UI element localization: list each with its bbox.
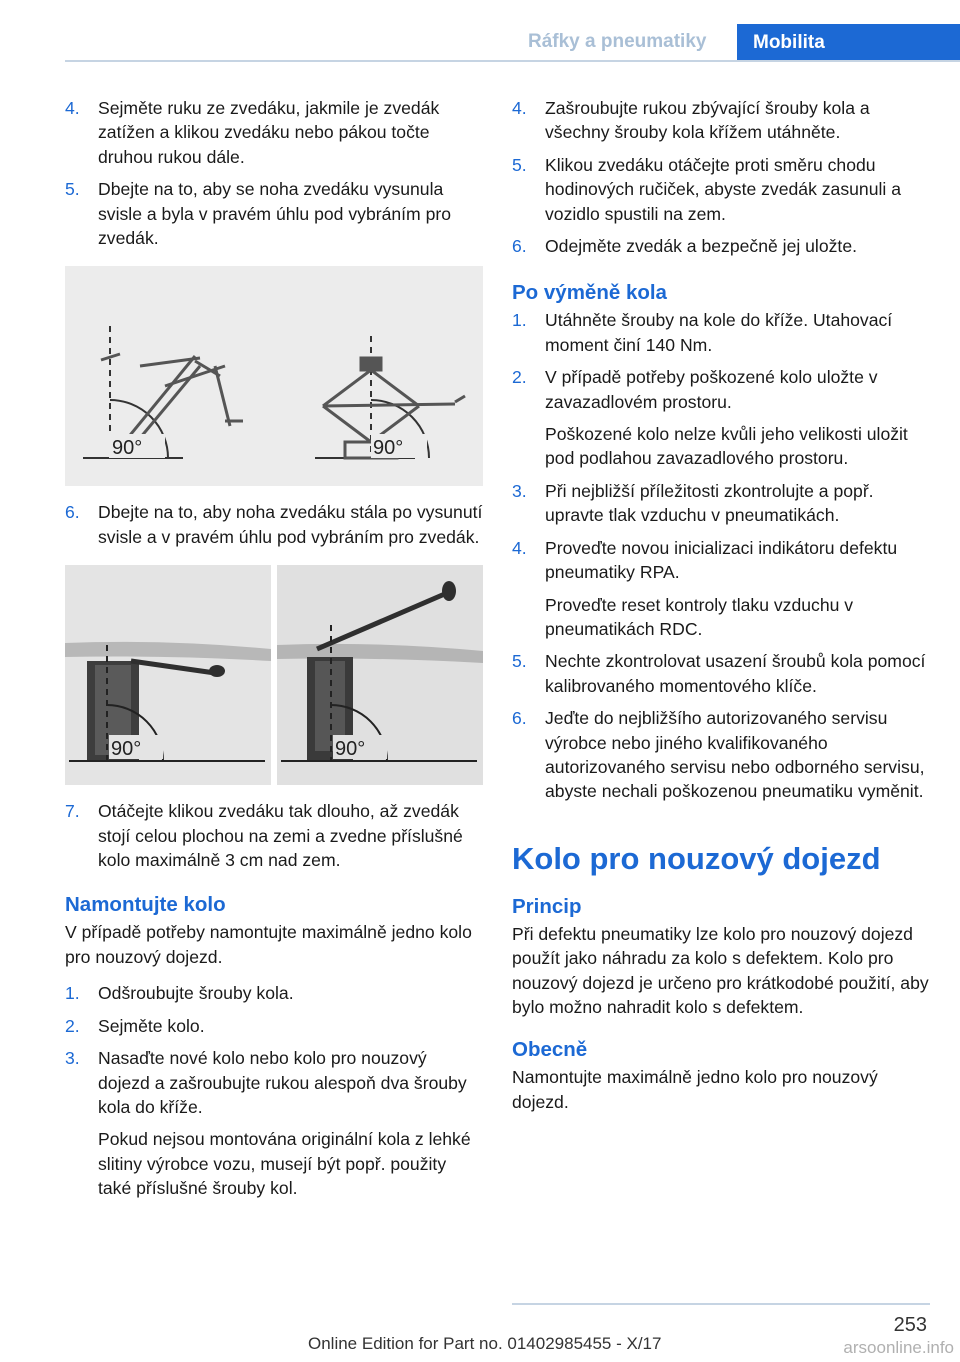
- step-text: Otáčejte klikou zvedáku tak dlouho, až zvedák stojí celou plochou na zemi a zvedne příslušné kolo maximálně 3 cm nad zem.: [98, 801, 463, 871]
- step-note: Poškozené kolo nelze kvůli jeho velikosti uložit pod podlahou zavazadlového prostoru.: [545, 424, 908, 469]
- step-number: 5.: [65, 179, 80, 200]
- jack-photo: [65, 565, 271, 785]
- list-item: [65, 177, 483, 250]
- footer-rule: [512, 1303, 930, 1305]
- list-item: [512, 649, 930, 698]
- step-number: 1.: [65, 983, 80, 1004]
- step-text: Odšroubujte šrouby kola.: [98, 983, 294, 1004]
- jack-diagram: [65, 266, 483, 486]
- step-text: Dbejte na to, aby se noha zvedáku vysunula svisle a byla v pravém úhlu pod vybráním pro zvedák.: [98, 179, 452, 249]
- step-number: 6.: [512, 236, 527, 257]
- section-heading: Po výměně kola: [512, 281, 667, 305]
- step-note: Proveďte reset kontroly tlaku vzduchu v pneumatikách RDC.: [545, 594, 854, 639]
- list-item: [512, 96, 930, 145]
- step-number: 6.: [512, 708, 527, 729]
- edition-note: Online Edition for Part no. 01402985455 - X/17: [308, 1334, 662, 1353]
- right-column: [512, 96, 930, 1122]
- angle-label: 90°: [373, 437, 404, 460]
- list-item: [512, 479, 930, 528]
- steps-list: [65, 799, 483, 872]
- paragraph: Při defektu pneumatiky lze kolo pro nouzový dojezd použít jako náhradu za kolo s defektem. Kolo pro nouzový dojezd je určeno pro krátkodobé použití, aby bylo možno nahradit kolo s defektem.: [512, 923, 929, 1017]
- list-item: [65, 981, 483, 1005]
- section-heading: Princip: [512, 894, 582, 918]
- section-heading: Namontujte kolo: [65, 893, 226, 917]
- chapter-heading: Kolo pro nouzový dojezd: [512, 840, 881, 876]
- step-number: 5.: [512, 651, 527, 672]
- angle-label: 90°: [112, 437, 143, 460]
- steps-list: [512, 308, 930, 803]
- list-item: [65, 96, 483, 169]
- step-text: Dbejte na to, aby noha zvedáku stála po vysunutí svisle a v pravém úhlu pod vybráním pro zvedák.: [98, 502, 483, 547]
- steps-list: [65, 96, 483, 250]
- list-item: [65, 1046, 483, 1200]
- list-item: [512, 153, 930, 226]
- page-number: 253: [893, 1314, 927, 1336]
- steps-list: [65, 981, 483, 1200]
- step-text-main: V případě potřeby poškozené kolo uložte v zavazadlovém prostoru.: [545, 367, 878, 412]
- step-text: Nechte zkontrolovat usazení šroubů kola pomocí kalibrovaného momentového klíče.: [545, 651, 926, 696]
- chapter-tab: Mobilita: [737, 24, 960, 62]
- list-item: [65, 1014, 483, 1038]
- list-item: [65, 799, 483, 872]
- step-text: Odejměte zvedák a bezpečně jej uložte.: [545, 236, 857, 257]
- left-column: [65, 96, 483, 1209]
- step-number: 2.: [512, 367, 527, 388]
- step-text: Zašroubujte rukou zbývající šrouby kola a všechny šrouby kola křížem utáhněte.: [545, 98, 870, 143]
- step-text-main: Nasaďte nové kolo nebo kolo pro nouzový dojezd a zašroubujte rukou alespoň dva šrouby kola do kříže.: [98, 1048, 467, 1117]
- step-text: Jeďte do nejbližšího autorizovaného servisu výrobce nebo jiného kvalifikovaného autorizovaného servisu nebo odborného servisu, abyste nechali poškozenou pneumatiku vyměnit.: [545, 708, 925, 802]
- step-note: Pokud nejsou montována originální kola z lehké slitiny výrobce vozu, musejí být popř. použity také příslušné šrouby kol.: [98, 1129, 471, 1199]
- list-item: [512, 234, 930, 258]
- step-text: [98, 1046, 483, 1200]
- section-heading: Obecně: [512, 1038, 588, 1062]
- steps-list: [65, 500, 483, 549]
- list-item: [65, 500, 483, 549]
- step-number: 4.: [65, 98, 80, 118]
- list-item: [512, 536, 930, 642]
- step-text: Při nejbližší příležitosti zkontrolujte a popř. upravte tlak vzduchu v pneumatikách.: [545, 480, 874, 526]
- step-number: 3.: [65, 1048, 80, 1069]
- step-text: Sejměte kolo.: [98, 1015, 205, 1036]
- step-number: 1.: [512, 310, 527, 331]
- list-item: [512, 706, 930, 804]
- step-text: Utáhněte šrouby na kole do kříže. Utahovací moment činí 140 Nm.: [545, 310, 893, 355]
- angle-label: 90°: [111, 738, 142, 761]
- step-text-main: Proveďte novou inicializaci indikátoru defektu pneumatiky RPA.: [545, 537, 898, 583]
- angle-label: 90°: [335, 738, 366, 761]
- list-item: [512, 365, 930, 471]
- step-text: [545, 536, 930, 642]
- step-number: 4.: [512, 98, 527, 118]
- jack-photo-pair: [65, 565, 483, 785]
- step-number: 2.: [65, 1015, 80, 1036]
- step-number: 3.: [512, 480, 527, 501]
- steps-list: [512, 96, 930, 258]
- header-rule: [65, 60, 960, 62]
- paragraph: Namontujte maximálně jedno kolo pro nouzový dojezd.: [512, 1067, 878, 1112]
- step-number: 5.: [512, 154, 527, 175]
- step-number: 7.: [65, 801, 80, 822]
- step-number: 6.: [65, 502, 80, 523]
- paragraph: V případě potřeby namontujte maximálně jedno kolo pro nouzový dojezd.: [65, 922, 472, 967]
- step-number: 4.: [512, 537, 527, 558]
- watermark: arsoonline.info: [843, 1338, 954, 1357]
- jack-photo: [277, 565, 483, 785]
- list-item: [512, 308, 930, 357]
- step-text: Klikou zvedáku otáčejte proti směru chodu hodinových ručiček, abyste zvedák zasunuli a vozidlo spustili na zem.: [545, 154, 901, 224]
- section-title: Ráfky a pneumatiky: [528, 31, 707, 52]
- step-text: Sejměte ruku ze zvedáku, jakmile je zvedák zatížen a klikou zvedáku nebo pákou točte druhou rukou dále.: [98, 98, 440, 167]
- step-text: [545, 365, 930, 471]
